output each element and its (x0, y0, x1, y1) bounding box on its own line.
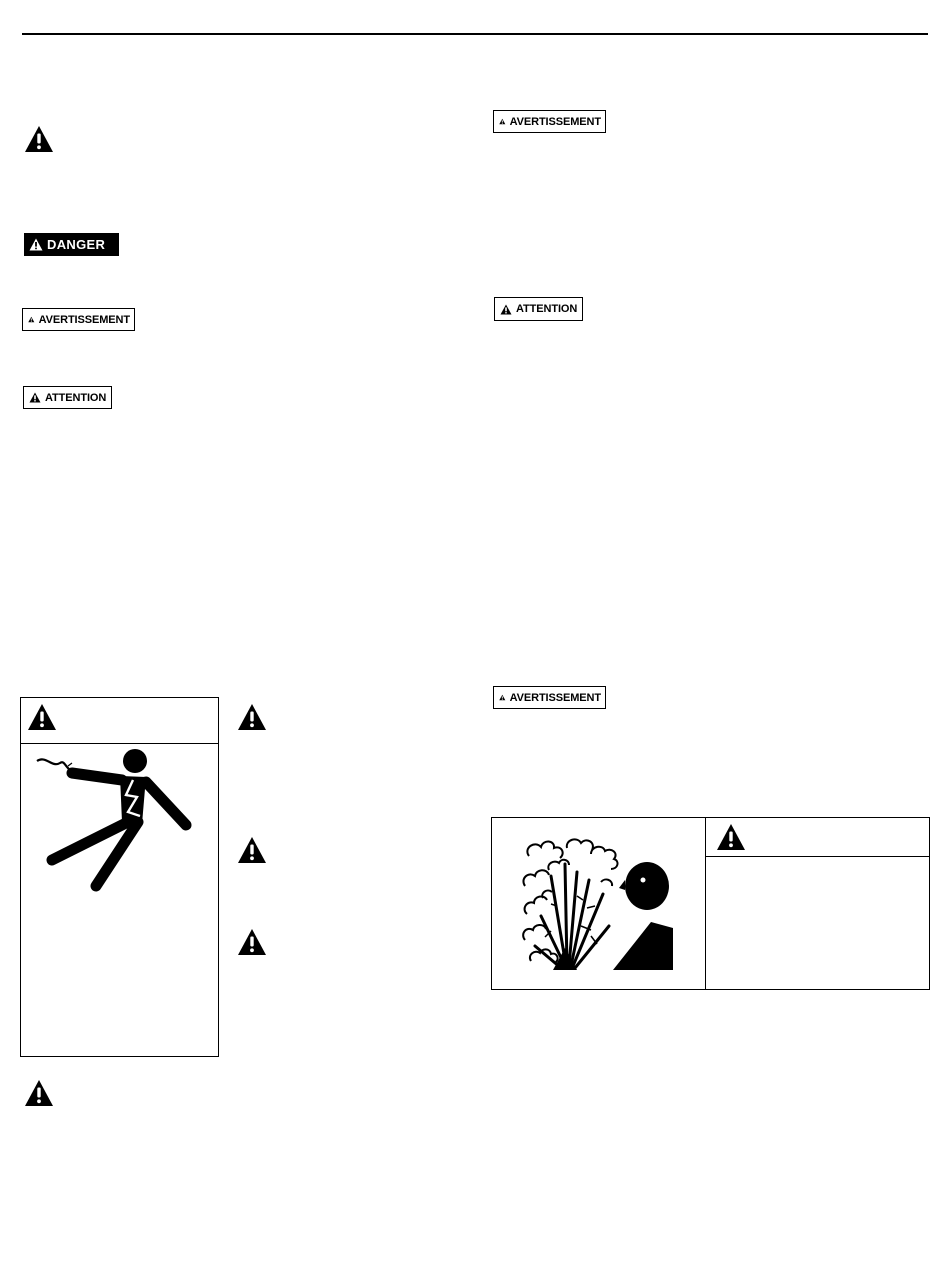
caution-label (23, 386, 112, 409)
safety-alert-icon (716, 823, 746, 851)
warning-label-text: AVERTISSEMENT (509, 691, 601, 704)
alert-triangle-icon (499, 692, 506, 703)
safety-alert-icon (27, 703, 57, 731)
warning-label-text: AVERTISSEMENT (509, 115, 601, 128)
danger-label (24, 233, 119, 256)
shock-hazard-box-divider (20, 743, 219, 744)
safety-alert-icon (237, 928, 267, 956)
safety-alert-icon (24, 125, 54, 153)
explosion-hazard-box-divider (705, 856, 930, 857)
alert-triangle-icon (500, 304, 512, 315)
explosion-hazard-box-vdivider (705, 817, 706, 990)
warning-label (22, 308, 135, 331)
explosion-pictogram-icon (521, 836, 677, 980)
alert-triangle-icon (29, 392, 41, 403)
danger-label-text: DANGER (47, 237, 106, 252)
alert-triangle-icon (28, 314, 35, 325)
alert-triangle-icon (499, 116, 506, 127)
safety-alert-icon (237, 836, 267, 864)
warning-label (493, 686, 606, 709)
header-rule (22, 33, 928, 35)
safety-alert-icon (237, 703, 267, 731)
safety-alert-icon (24, 1079, 54, 1107)
warning-label-text: AVERTISSEMENT (38, 313, 130, 326)
alert-triangle-icon (29, 238, 43, 251)
caution-label-text: ATTENTION (516, 303, 578, 315)
warning-label (493, 110, 606, 133)
electric-shock-pictogram-icon (34, 746, 194, 894)
caution-label (494, 297, 583, 321)
caution-label-text: ATTENTION (45, 391, 107, 404)
